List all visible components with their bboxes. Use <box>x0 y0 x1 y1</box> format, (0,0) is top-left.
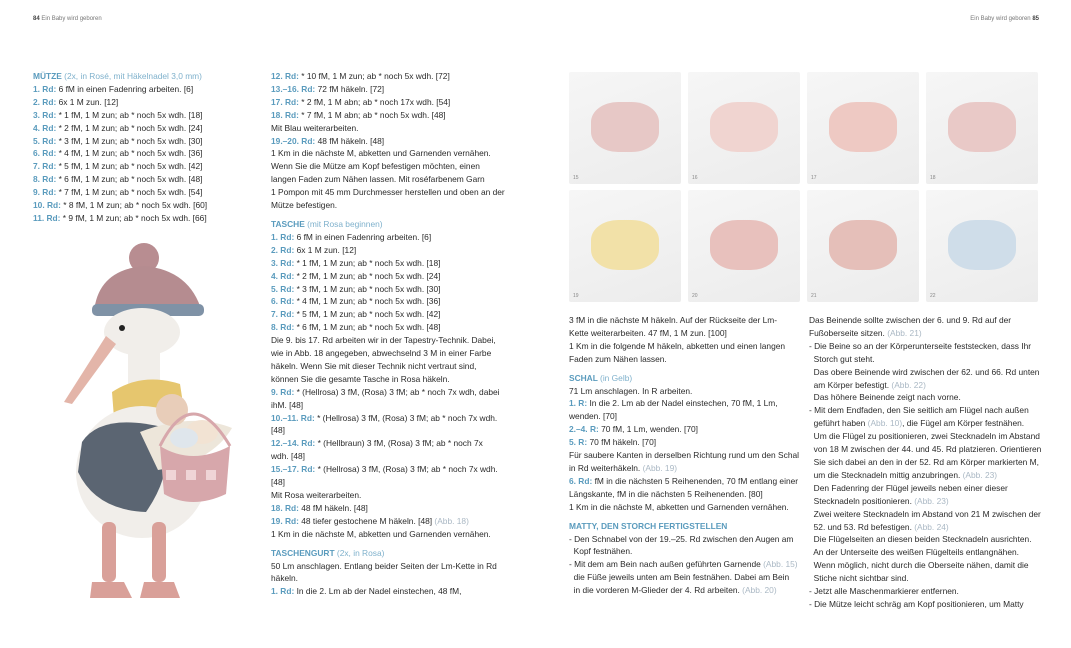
line-text: 70 fM häkeln. [70] <box>589 437 657 448</box>
line-text: Mit Blau weiterarbeiten. <box>271 122 359 133</box>
line-text: 1 Pompon mit 45 mm Durchmesser herstellen und oben an der <box>271 187 505 198</box>
text-line <box>33 135 253 148</box>
line-text: Das Beinende sollte zwischen der 6. und 9. Rd auf der <box>809 315 1012 325</box>
column-muetze <box>33 70 253 225</box>
line-text: wie in Abb. 18 angegeben, abwechselnd 3 M in einer Farbe <box>271 348 492 359</box>
round-label: 3. Rd: <box>33 109 57 120</box>
text-line <box>809 456 1049 469</box>
text-line <box>569 501 799 514</box>
line-text: * 1 fM, 1 M zun; ab * noch 5x wdh. [18] <box>58 109 203 120</box>
line-text: Stecknadeln positionieren. <box>809 495 915 506</box>
text-line <box>569 436 799 449</box>
figure-reference: (Abb. 23) <box>962 469 998 480</box>
line-text: * 1 fM, 1 M zun; ab * noch 5x wdh. [18] <box>296 257 441 268</box>
line-text: * 9 fM, 1 M zun; ab * noch 5x wdh. [66] <box>62 212 207 223</box>
round-label: 1. Rd: <box>271 231 295 242</box>
round-label: 3. Rd: <box>271 257 295 268</box>
round-label: 1. Rd: <box>33 83 57 94</box>
text-line <box>271 83 511 96</box>
line-text: Zwei weitere Stecknadeln im Abstand von 21 M zwischen der <box>809 508 1041 519</box>
text-line <box>569 410 799 423</box>
text-line <box>33 83 253 96</box>
photo-number: 16 <box>692 175 698 181</box>
text-line <box>809 598 1049 611</box>
round-label: 18. Rd: <box>271 109 299 120</box>
line-text: Wenn Sie die Mütze am Kopf befestigen möchten, einen <box>271 161 480 172</box>
heading-title: TASCHENGURT <box>271 547 335 558</box>
line-text: - Jetzt alle Maschenmarkierer entfernen. <box>809 586 959 597</box>
line-text: * 10 fM, 1 M zun; ab * noch 5x wdh. [72] <box>301 71 450 81</box>
line-text: * (Hellrosa) 3 fM, (Rosa) 3 fM; ab * noch 7x wdh, dabei <box>296 386 500 397</box>
line-text: * 8 fM, 1 M zun; ab * noch 5x wdh. [60] <box>63 200 208 211</box>
text-line <box>809 469 1049 482</box>
text-line <box>271 585 511 598</box>
text-line <box>271 560 511 573</box>
column-3 <box>569 314 799 597</box>
text-line <box>271 70 511 83</box>
line-text: Das obere Beinende wird zwischen der 62. und 66. Rd unten <box>809 366 1040 377</box>
photo-number: 22 <box>930 293 936 299</box>
text-line <box>809 546 1049 559</box>
text-line <box>809 417 1049 430</box>
line-text: 70 fM, 1 Lm, wenden. [70] <box>601 424 698 435</box>
text-line <box>809 340 1049 353</box>
text-line <box>569 558 799 571</box>
line-text: langen Faden zum Nähen lassen. Mit roséfarbenem Garn <box>271 174 485 185</box>
figure-reference: (Abb. 21) <box>887 327 922 338</box>
line-text: * 4 fM, 1 M zun; ab * noch 5x wdh. [36] <box>296 296 441 307</box>
round-label: 6. Rd: <box>569 475 593 486</box>
text-line <box>569 449 799 462</box>
line-text: An der Unterseite des weißen Flügelteils entlangnähen. <box>809 547 1019 558</box>
text-line <box>569 462 799 475</box>
line-text: - Die Mütze leicht schräg am Kopf positionieren, um Matty <box>809 598 1024 609</box>
step-photo <box>926 190 1038 302</box>
text-line <box>33 160 253 173</box>
text-line <box>271 135 511 148</box>
text-line <box>809 495 1049 508</box>
step-photo <box>926 72 1038 184</box>
line-text: * 3 fM, 1 M zun; ab * noch 5x wdh. [30] <box>296 283 441 294</box>
text-line <box>809 585 1049 598</box>
line-text: 1 Km in die nächste M, abketten und Garnenden vernähen. <box>271 148 491 159</box>
round-label: 9. Rd: <box>33 187 57 198</box>
line-text: * 6 fM, 1 M zun; ab * noch 5x wdh. [48] <box>296 322 441 333</box>
line-text: [48] <box>271 477 285 488</box>
photo-number: 18 <box>930 175 936 181</box>
heading-title: SCHAL <box>569 372 598 383</box>
line-text: die Füße jeweils unten am Bein festnähen. Dabei am Bein <box>569 572 790 583</box>
section-heading-taschengurt <box>271 547 511 560</box>
text-line <box>809 366 1049 379</box>
heading-title: MATTY, DEN STORCH FERTIGSTELLEN <box>569 520 728 531</box>
heading-title: TASCHE <box>271 218 305 229</box>
text-line <box>569 584 799 597</box>
step-photo <box>569 72 681 184</box>
text-line <box>809 572 1049 585</box>
line-text: wdh. [48] <box>271 451 305 462</box>
text-line <box>271 308 511 321</box>
line-text: fM in die nächsten 5 Reihenenden, 70 fM entlang einer <box>594 475 799 486</box>
text-line <box>271 109 511 122</box>
photo-number: 21 <box>811 293 817 299</box>
round-label: 18. Rd: <box>271 502 299 513</box>
text-line <box>271 399 511 412</box>
text-line <box>271 186 511 199</box>
round-label: 11. Rd: <box>33 212 61 223</box>
round-label: 4. Rd: <box>33 122 57 133</box>
text-line <box>569 475 799 488</box>
round-label: 8. Rd: <box>271 322 295 333</box>
text-line <box>271 424 511 437</box>
round-label: 8. Rd: <box>33 174 57 185</box>
round-label: 12.–14. Rd: <box>271 438 316 449</box>
round-label: 6. Rd: <box>271 296 295 307</box>
text-line <box>569 423 799 436</box>
line-text: 1 Km in die folgende M häkeln, abketten und einen langen <box>569 340 786 351</box>
text-line <box>809 353 1049 366</box>
line-text: am Körper befestigt. <box>809 379 892 390</box>
line-text: Sie sich dabei an den in der 52. Rd am Körper markierten M, <box>809 456 1039 467</box>
heading-title: MÜTZE <box>33 71 62 81</box>
text-line <box>271 528 511 541</box>
line-text: 48 fM häkeln. [48] <box>301 502 368 513</box>
text-line <box>569 314 799 327</box>
step-photo <box>688 190 800 302</box>
text-line <box>809 430 1049 443</box>
page-header-right <box>970 16 1039 22</box>
text-line <box>271 295 511 308</box>
line-text: Kette weiterarbeiten. 47 fM, 1 M zun. [100] <box>569 327 727 338</box>
text-line <box>809 404 1049 417</box>
line-text: Die Flügelseiten an diesen beiden Stecknadeln ausrichten. <box>809 534 1032 545</box>
line-text: [48] <box>271 425 285 436</box>
line-text: Den Fadenring der Flügel jeweils neben einer dieser <box>809 482 1008 493</box>
round-label: 5. R: <box>569 437 588 448</box>
text-line <box>271 244 511 257</box>
text-line <box>569 385 799 398</box>
line-text: 71 Lm anschlagen. In R arbeiten. <box>569 385 693 396</box>
text-line <box>33 173 253 186</box>
section-heading-matty <box>569 520 799 533</box>
round-label: 4. Rd: <box>271 270 295 281</box>
text-line <box>271 463 511 476</box>
section-heading-schal <box>569 372 799 385</box>
line-text: * 2 fM, 1 M zun; ab * noch 5x wdh. [24] <box>296 270 441 281</box>
round-label: 1. R: <box>569 398 588 409</box>
photo-number: 19 <box>573 293 579 299</box>
section-heading-tasche <box>271 218 511 231</box>
line-text: - Mit dem Endfaden, den Sie seitlich am Flügel nach außen <box>809 405 1029 416</box>
figure-reference: (Abb. 18) <box>434 515 469 526</box>
crochet-piece <box>591 220 659 270</box>
stork-figure-image <box>62 232 272 622</box>
round-label: 7. Rd: <box>271 309 295 320</box>
line-text: In die 2. Lm ab der Nadel einstechen, 70 fM, 1 Lm, <box>589 398 778 409</box>
line-text: * 4 fM, 1 M zun; ab * noch 5x wdh. [36] <box>58 148 203 159</box>
line-text: 6 fM in einen Fadenring arbeiten. [6] <box>58 83 194 94</box>
section-heading-muetze <box>33 70 253 83</box>
text-line <box>33 147 253 160</box>
text-line <box>271 360 511 373</box>
round-label: 2.–4. R: <box>569 424 599 435</box>
running-title-right: Ein Baby wird geboren <box>970 16 1031 22</box>
text-line <box>569 488 799 501</box>
figure-reference: (Abb. 15) <box>763 559 798 570</box>
step-photo <box>688 72 800 184</box>
text-line <box>33 109 253 122</box>
line-text: Stiche nicht sichtbar sind. <box>809 573 909 584</box>
text-line <box>271 334 511 347</box>
text-line <box>271 147 511 160</box>
text-line <box>271 489 511 502</box>
line-text: ihM. [48] <box>271 399 304 410</box>
text-line <box>271 502 511 515</box>
line-text: 1 Km in die nächste M, abketten und Garnenden vernähen. <box>569 501 789 512</box>
photo-number: 20 <box>692 293 698 299</box>
line-text: - Den Schnabel von der 19.–25. Rd zwischen den Augen am <box>569 533 794 544</box>
text-line <box>271 347 511 360</box>
step-photo <box>807 190 919 302</box>
crochet-piece <box>710 220 778 270</box>
line-text: 1 Km in die nächste M, abketten und Garnenden vernähen. <box>271 528 491 539</box>
text-line <box>271 173 511 186</box>
text-line <box>271 270 511 283</box>
text-line <box>33 199 253 212</box>
text-line <box>569 340 799 353</box>
round-label: 10. Rd: <box>33 200 61 211</box>
text-line <box>569 545 799 558</box>
line-text: Storch gut steht. <box>809 353 875 364</box>
running-title-left: Ein Baby wird geboren <box>41 16 102 22</box>
crochet-piece <box>829 220 897 270</box>
line-text: - Die Beine so an der Körperunterseite feststecken, dass Ihr <box>809 340 1032 351</box>
line-text: * 6 fM, 1 M zun; ab * noch 5x wdh. [48] <box>58 174 203 185</box>
text-line <box>809 391 1049 404</box>
text-line <box>271 321 511 334</box>
figure-reference: (Abb. 22) <box>891 379 926 390</box>
text-line <box>271 572 511 585</box>
text-line <box>271 412 511 425</box>
text-line <box>569 353 799 366</box>
line-text: 6x 1 M zun. [12] <box>296 244 357 255</box>
heading-subtitle: (in Gelb) <box>600 372 633 383</box>
text-line <box>569 397 799 410</box>
figure-reference: (Abb. 10) <box>867 418 903 429</box>
text-line <box>33 212 253 225</box>
text-line <box>33 96 253 109</box>
text-line <box>271 199 511 212</box>
line-text: Für saubere Kanten in derselben Richtung rund um den Schal <box>569 450 799 461</box>
text-line <box>809 521 1049 534</box>
line-text: * (Hellrosa) 3 fM, (Rosa) 3 fM; ab * noch 7x wdh. <box>317 464 498 475</box>
line-text: Das höhere Beinende zeigt nach vorne. <box>809 392 961 403</box>
page-number-right: 85 <box>1032 16 1039 22</box>
text-line <box>569 533 799 546</box>
photo-number: 17 <box>811 175 817 181</box>
line-text: * 7 fM, 1 M abn; ab * noch 5x wdh. [48] <box>301 109 446 120</box>
round-label: 2. Rd: <box>33 96 57 107</box>
figure-reference: (Abb. 23) <box>914 495 949 506</box>
column-4 <box>809 314 1049 611</box>
line-text: Wenn möglich, nicht durch die Oberseite nähen, damit die <box>809 560 1029 571</box>
heading-subtitle: (2x, in Rosa) <box>336 547 385 558</box>
line-text: wenden. [70] <box>569 411 617 422</box>
round-label: 13.–16. Rd: <box>271 83 316 94</box>
crochet-piece <box>710 102 778 152</box>
text-line <box>271 96 511 109</box>
text-line <box>271 283 511 296</box>
text-line <box>809 443 1049 456</box>
text-line <box>809 508 1049 521</box>
crochet-piece <box>829 102 897 152</box>
round-label: 17. Rd: <box>271 96 299 107</box>
text-line <box>271 386 511 399</box>
round-label: 15.–17. Rd: <box>271 464 316 475</box>
line-text: - Mit dem am Bein nach außen geführten Garnende <box>569 559 764 570</box>
line-text: häkeln. Wenn Sie mit dieser Technik nicht vertraut sind, <box>271 360 477 371</box>
line-text: 3 fM in die nächste M häkeln. Auf der Rückseite der Lm- <box>569 315 778 325</box>
line-text: in Rd weiterhäkeln. <box>569 462 643 473</box>
step-photo <box>569 190 681 302</box>
text-line <box>809 379 1049 392</box>
step-photo <box>807 72 919 184</box>
line-text: 6x 1 M zun. [12] <box>58 96 119 107</box>
round-label: 2. Rd: <box>271 244 295 255</box>
figure-reference: (Abb. 24) <box>914 521 949 532</box>
line-text: Längskante, fM in die nächsten 5 Reihenenden. [80] <box>569 488 763 499</box>
line-text: Fußoberseite sitzen. <box>809 327 888 338</box>
round-label: 7. Rd: <box>33 161 57 172</box>
text-line <box>271 231 511 244</box>
crochet-piece <box>591 102 659 152</box>
line-text: * (Hellrosa) 3 fM, (Rosa) 3 fM; ab * noch 7x wdh. <box>317 412 498 423</box>
line-text: 48 fM häkeln. [48] <box>317 135 385 146</box>
line-text: * 7 fM, 1 M zun; ab * noch 5x wdh. [54] <box>58 187 203 198</box>
text-line <box>33 122 253 135</box>
line-text: können Sie die gesamte Tasche in Rosa häkeln. <box>271 373 450 384</box>
text-line <box>809 533 1049 546</box>
line-text: Kopf festnähen. <box>569 546 633 557</box>
text-line <box>271 122 511 135</box>
text-line <box>271 450 511 463</box>
round-label: 5. Rd: <box>33 135 57 146</box>
line-text: geführt haben <box>809 418 868 429</box>
photo-number: 15 <box>573 175 579 181</box>
crochet-piece <box>948 102 1016 152</box>
page-header-left <box>33 16 102 22</box>
round-label: 9. Rd: <box>271 386 295 397</box>
text-line <box>271 437 511 450</box>
line-text: 52. und 53. Rd befestigen. <box>809 521 915 532</box>
text-line <box>569 327 799 340</box>
line-text: * 5 fM, 1 M zun; ab * noch 5x wdh. [42] <box>58 161 203 172</box>
line-text: Mit Rosa weiterarbeiten. <box>271 490 362 500</box>
round-label: 19. Rd: <box>271 515 299 526</box>
text-line <box>271 257 511 270</box>
line-text: * (Hellbraun) 3 fM, (Rosa) 3 fM; ab * noch 7x <box>317 438 483 449</box>
line-text: * 2 fM, 1 M zun; ab * noch 5x wdh. [24] <box>58 122 203 133</box>
text-line <box>271 160 511 173</box>
page-number-left: 84 <box>33 16 40 22</box>
line-text: * 2 fM, 1 M abn; ab * noch 17x wdh. [54] <box>301 96 451 107</box>
round-label: 19.–20. Rd: <box>271 135 316 146</box>
text-line <box>271 373 511 386</box>
text-line <box>271 476 511 489</box>
line-text-after: , die Fügel am Körper festnähen. <box>902 418 1025 429</box>
crochet-piece <box>948 220 1016 270</box>
line-text: 50 Lm anschlagen. Entlang beider Seiten der Lm-Kette in Rd <box>271 560 497 571</box>
text-line <box>809 327 1049 340</box>
text-line <box>809 314 1049 327</box>
text-line <box>809 482 1049 495</box>
text-line <box>271 515 511 528</box>
text-line <box>809 559 1049 572</box>
figure-reference: (Abb. 19) <box>642 462 678 473</box>
column-2 <box>271 70 511 598</box>
round-label: 6. Rd: <box>33 148 57 159</box>
text-line <box>569 571 799 584</box>
line-text: * 3 fM, 1 M zun; ab * noch 5x wdh. [30] <box>58 135 203 146</box>
round-label: 1. Rd: <box>271 586 295 597</box>
line-text: Die 9. bis 17. Rd arbeiten wir in der Tapestry-Technik. Dabei, <box>271 335 496 346</box>
line-text: 48 tiefer gestochene M häkeln. [48] <box>301 515 435 526</box>
round-label: 10.–11. Rd: <box>271 412 315 423</box>
line-text: in die vorderen M-Glieder der 4. Rd arbeiten. <box>569 585 743 596</box>
figure-reference: (Abb. 20) <box>742 585 777 596</box>
line-text: 6 fM in einen Fadenring arbeiten. [6] <box>296 231 432 242</box>
text-line <box>33 186 253 199</box>
line-text: um die Stecknadeln mittig anzubringen. <box>809 469 963 480</box>
line-text: Um die Flügel zu positionieren, zwei Stecknadeln im Abstand <box>809 431 1040 442</box>
line-text: von 18 M zwischen der 44. und 45. Rd platzieren. Orientieren <box>809 444 1042 455</box>
line-text: 72 fM häkeln. [72] <box>317 83 385 94</box>
line-text: In die 2. Lm ab der Nadel einstechen, 48 fM, <box>296 586 462 597</box>
line-text: häkeln. <box>271 573 299 584</box>
heading-subtitle: (2x, in Rosé, mit Häkelnadel 3,0 mm) <box>64 71 202 81</box>
round-label: 5. Rd: <box>271 283 295 294</box>
line-text: Faden zum Nähen lassen. <box>569 353 667 364</box>
heading-subtitle: (mit Rosa beginnen) <box>307 218 383 229</box>
round-label: 12. Rd: <box>271 71 299 81</box>
line-text: Mütze befestigen. <box>271 200 338 211</box>
line-text: * 5 fM, 1 M zun; ab * noch 5x wdh. [42] <box>296 309 441 320</box>
